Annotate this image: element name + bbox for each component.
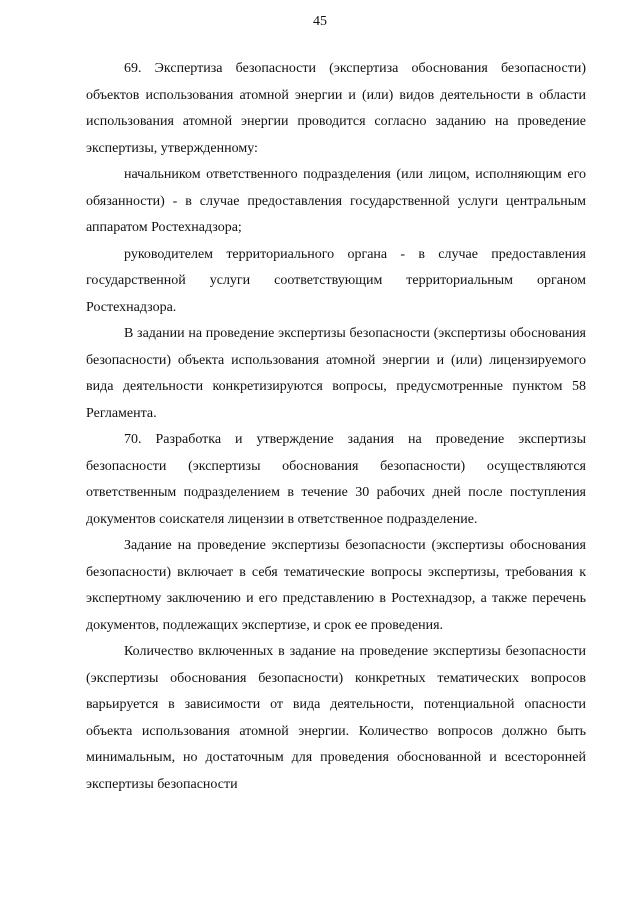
page-number: 45 [313, 14, 327, 29]
paragraph-task-questions: В задании на проведение экспертизы безопасности (экспертизы обоснования безопасности) объекта использования атомной энергии и (или) лицензируемого вида деятельности конкретизируются вопросы, предусмотренные пунктом 58 Регламента. [86, 326, 586, 421]
document-body [86, 56, 586, 798]
paragraph-question-count: Количество включенных в задание на проведение экспертизы безопасности (экспертизы обоснования безопасности) конкретных тематических вопросов варьируется в зависимости от вида деятельности, потенциальной опасности объекта использования атомной энергии. Количество вопросов должно быть минимальным, но достаточным для проведения обоснованной и всесторонней экспертизы безопасности [86, 644, 586, 792]
paragraph-69: 69. Экспертиза безопасности (экспертиза обоснования безопасности) объектов использования атомной энергии и (или) видов деятельности в области использования атомной энергии проводится согласно заданию на проведение экспертизы, утвержденному: [86, 61, 586, 156]
paragraph-approver-territorial: руководителем территориального органа - в случае предоставления государственной услуги соответствующим территориальным органом Ростехнадзора. [86, 246, 586, 315]
paragraph-task-contents: Задание на проведение экспертизы безопасности (экспертизы обоснования безопасности) включает в себя тематические вопросы экспертизы, требования к экспертному заключению и его представлению в Ростехнадзор, а также перечень документов, подлежащих экспертизе, и срок ее проведения. [86, 538, 586, 633]
paragraph-approver-central: начальником ответственного подразделения (или лицом, исполняющим его обязанности) - в случае предоставления государственной услуги центральным аппаратом Ростехнадзора; [86, 167, 586, 235]
paragraph-70: 70. Разработка и утверждение задания на проведение экспертизы безопасности (экспертизы обоснования безопасности) осуществляются ответственным подразделением в течение 30 рабочих дней после поступления документов соискателя лицензии в ответственное подразделение. [86, 432, 586, 527]
